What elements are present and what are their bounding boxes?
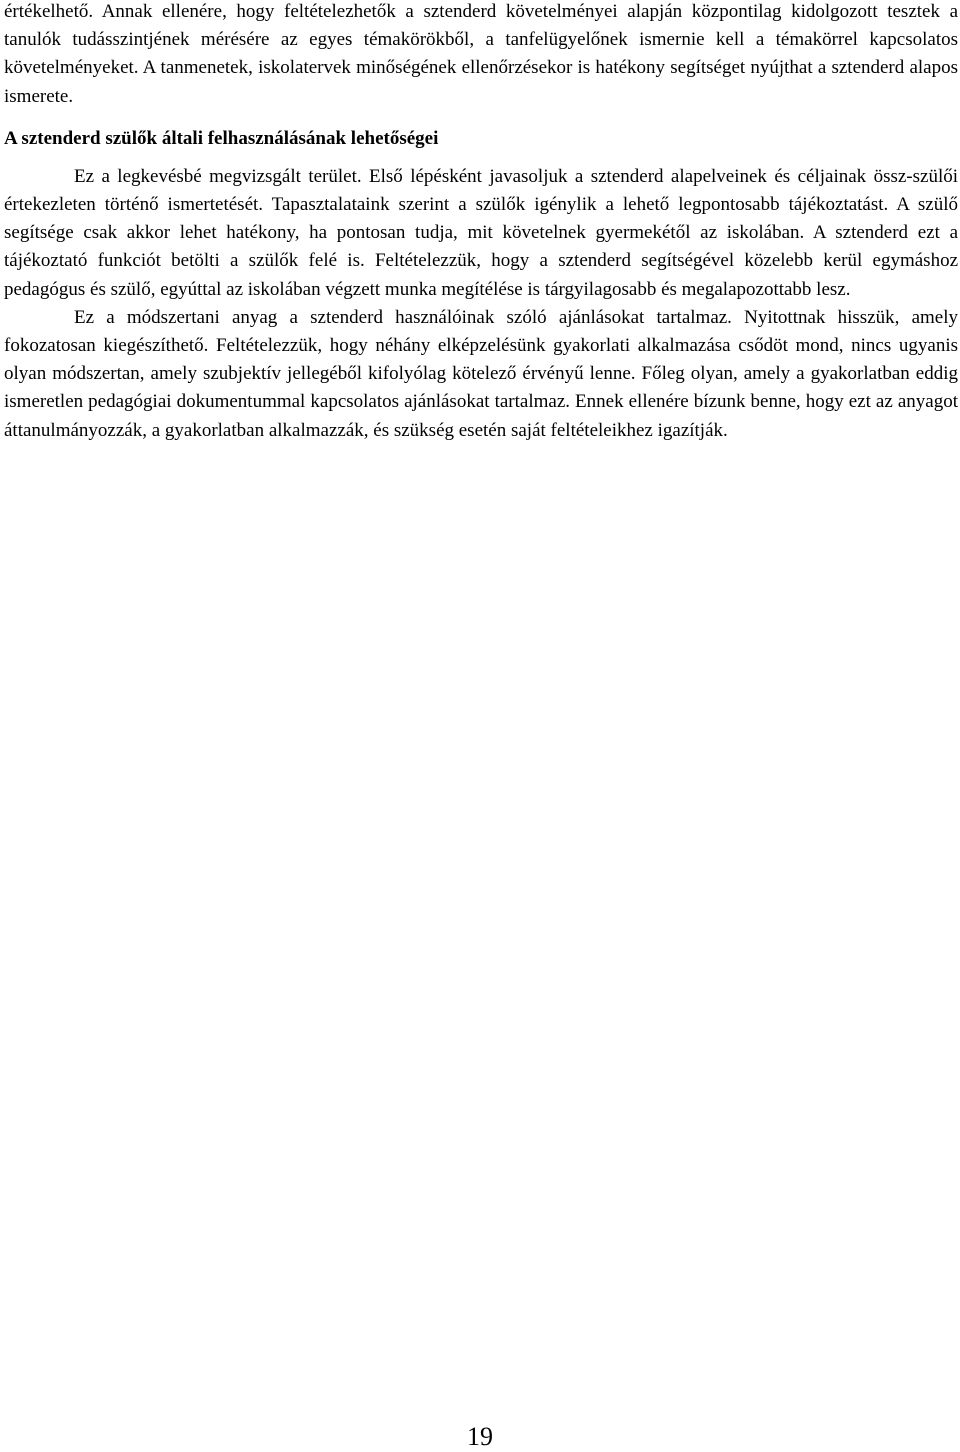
page-number: 19 bbox=[467, 1422, 493, 1451]
intro-paragraph: értékelhető. Annak ellenére, hogy feltételezhetők a sztenderd követelményei alapján központilag kidolgozott tesztek a tanulók tudásszintjének mérésére az egyes témakörökből, a tanfelügyelőnek ismernie kell a témakörrel kapcsolatos követelményeket. A tanmenetek, iskolatervek minőségének ellenőrzésekor is hatékony segítséget nyújthat a sztenderd alapos ismerete. bbox=[4, 1, 958, 107]
section-heading: A sztenderd szülők általi felhasználásának lehetőségei bbox=[4, 127, 439, 149]
document-page bbox=[4, 0, 958, 445]
section-paragraph-2: Ez a módszertani anyag a sztenderd használóinak szóló ajánlásokat tartalmaz. Nyitottnak hisszük, amely fokozatosan kiegészíthető. Feltételezzük, hogy néhány elképzelésünk gyakorlati alkalmazása csődöt mond, nincs ugyanis olyan módszertan, amely szubjektív jellegéből kifolyólag kötelező érvényű lenne. Főleg olyan, amely a gyakorlatban eddig ismeretlen pedagógiai dokumentummal kapcsolatos ajánlásokat tartalmaz. Ennek ellenére bízunk benne, hogy ezt az anyagot áttanulmányozzák, a gyakorlatban alkalmazzák, és szükség esetén saját feltételeikhez igazítják. bbox=[4, 306, 958, 441]
section-paragraph-1: Ez a legkevésbé megvizsgált terület. Első lépésként javasoljuk a sztenderd alapelveinek és céljainak össz-szülői értekezleten történő ismertetését. Tapasztalataink szerint a szülők igénylik a lehető legpontosabb tájékoztatást. A szülő segítsége csak akkor lehet hatékony, ha pontosan tudja, mit követelnek gyermekétől az iskolában. A sztenderd ezt a tájékoztató funkciót betölti a szülők felé is. Feltételezzük, hogy a sztenderd segítségével közelebb kerül egymáshoz pedagógus és szülő, egyúttal az iskolában végzett munka megítélése is tárgyilagosabb és megalapozottabb lesz. bbox=[4, 165, 958, 300]
